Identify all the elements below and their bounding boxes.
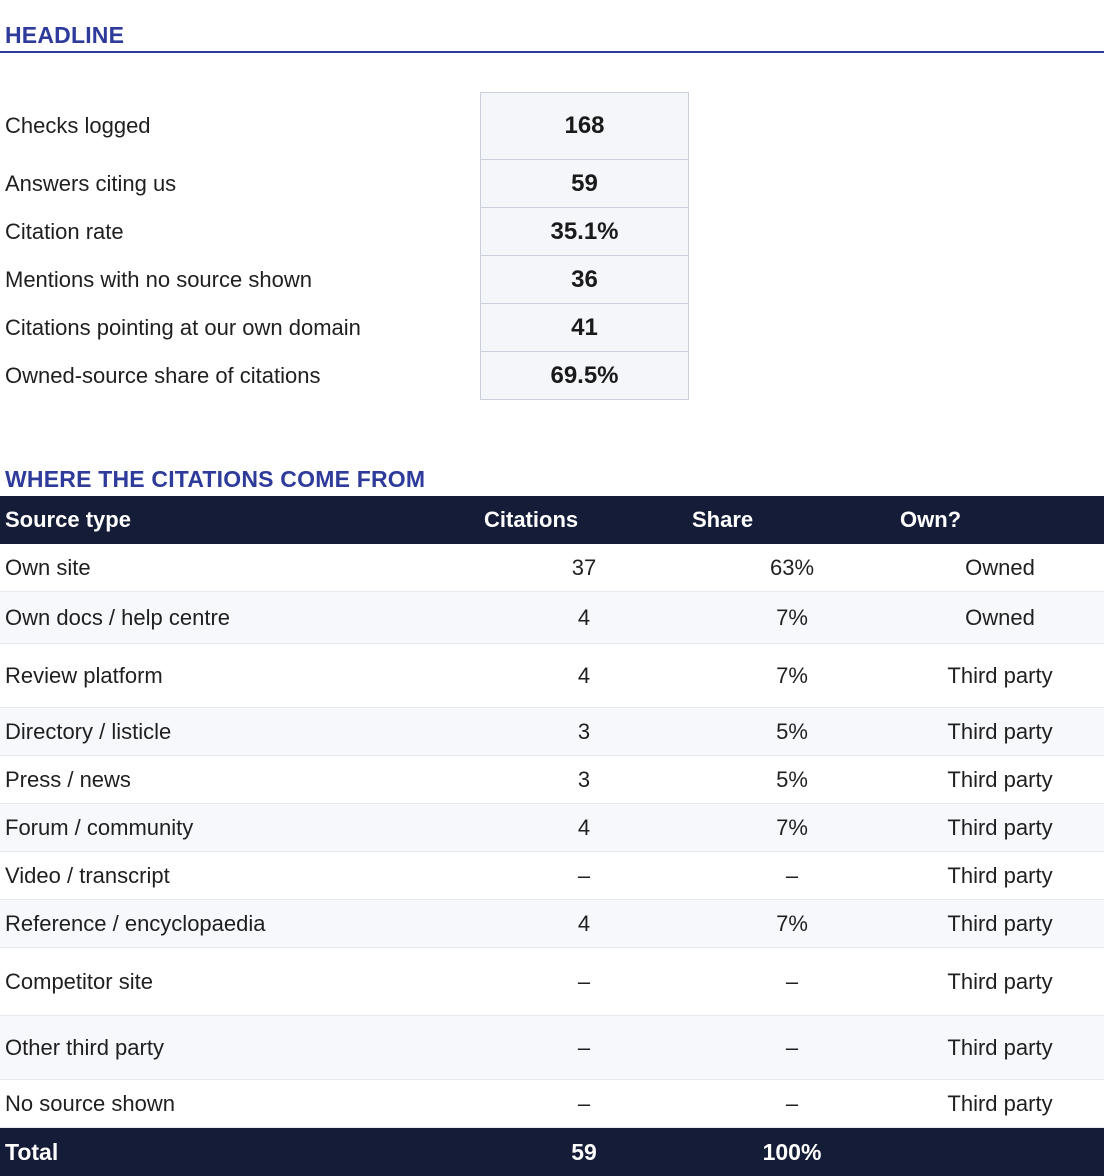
kpi-row [0, 160, 690, 208]
own-cell: Third party [947, 968, 1053, 994]
table-row [0, 592, 1104, 644]
own-cell: Third party [947, 910, 1053, 936]
kpi-value: 59 [480, 160, 689, 208]
table-row [0, 1016, 1104, 1080]
headline-section-title: HEADLINE [0, 22, 1104, 53]
share-cell: 5% [776, 718, 808, 744]
own-cell: Third party [947, 1034, 1053, 1060]
source-type-cell: Reference / encyclopaedia [5, 910, 266, 936]
own-cell: Third party [947, 662, 1053, 688]
share-cell: 63% [769, 554, 815, 580]
table-row [0, 852, 1104, 900]
kpi-label: Checks logged [5, 113, 151, 138]
table-row [0, 804, 1104, 852]
source-type-cell: Review platform [5, 662, 163, 688]
kpi-label: Citation rate [5, 219, 124, 244]
citations-cell: – [577, 1090, 591, 1116]
kpi-row [0, 352, 690, 400]
source-type-cell: Competitor site [5, 968, 153, 994]
kpi-value: 35.1% [480, 208, 689, 256]
kpi-label: Owned-source share of citations [5, 363, 321, 388]
share-cell: 5% [776, 766, 808, 792]
share-cell: – [785, 1090, 799, 1116]
column-header-share: Share [692, 507, 754, 532]
source-type-cell: No source shown [5, 1090, 175, 1116]
citations-cell: 4 [577, 814, 591, 840]
table-row [0, 900, 1104, 948]
kpi-value: 69.5% [480, 352, 689, 400]
own-cell: Third party [947, 718, 1053, 744]
column-header-own: Own? [900, 507, 962, 532]
kpi-label: Citations pointing at our own domain [5, 315, 361, 340]
own-cell: Third party [947, 1090, 1053, 1116]
citations-cell: – [577, 862, 591, 888]
table-total-row [0, 1128, 1104, 1176]
kpi-value: 168 [480, 92, 689, 160]
share-cell: 7% [776, 814, 808, 840]
source-type-cell: Forum / community [5, 814, 194, 840]
total-label: Total [5, 1138, 59, 1165]
kpi-row [0, 304, 690, 352]
source-type-cell: Own docs / help centre [5, 604, 231, 630]
share-cell: 7% [776, 910, 808, 936]
table-row [0, 1080, 1104, 1128]
citations-cell: 37 [571, 554, 597, 580]
share-cell: 7% [776, 662, 808, 688]
column-header-citations: Citations [484, 507, 579, 532]
kpi-value: 41 [480, 304, 689, 352]
column-header-source-type: Source type [5, 507, 131, 532]
table-row [0, 708, 1104, 756]
total-share: 100% [762, 1138, 822, 1165]
share-cell: – [785, 862, 799, 888]
source-type-cell: Own site [5, 554, 91, 580]
own-cell: Third party [947, 766, 1053, 792]
citations-cell: – [577, 1034, 591, 1060]
kpi-row [0, 256, 690, 304]
sources-section-title: WHERE THE CITATIONS COME FROM [5, 466, 426, 492]
total-citations: 59 [571, 1138, 597, 1165]
source-type-cell: Directory / listicle [5, 718, 172, 744]
own-cell: Owned [965, 604, 1035, 630]
kpi-row [0, 208, 690, 256]
kpi-value: 36 [480, 256, 689, 304]
share-cell: – [785, 968, 799, 994]
source-type-cell: Press / news [5, 766, 131, 792]
own-cell: Owned [965, 554, 1035, 580]
table-row [0, 756, 1104, 804]
citations-cell: 3 [577, 766, 591, 792]
table-row [0, 948, 1104, 1016]
source-type-cell: Video / transcript [5, 862, 170, 888]
table-header-row [0, 496, 1104, 544]
kpi-label: Answers citing us [5, 171, 177, 196]
kpi-label: Mentions with no source shown [5, 267, 312, 292]
table-row [0, 644, 1104, 708]
citations-cell: – [577, 968, 591, 994]
own-cell: Third party [947, 862, 1053, 888]
share-cell: – [785, 1034, 799, 1060]
citations-cell: 3 [577, 718, 591, 744]
total-own [896, 1128, 1104, 1176]
citations-cell: 4 [577, 910, 591, 936]
kpi-row [0, 92, 690, 160]
table-row [0, 544, 1104, 592]
source-type-cell: Other third party [5, 1034, 164, 1060]
citations-cell: 4 [577, 662, 591, 688]
citations-cell: 4 [577, 604, 591, 630]
share-cell: 7% [776, 604, 808, 630]
own-cell: Third party [947, 814, 1053, 840]
